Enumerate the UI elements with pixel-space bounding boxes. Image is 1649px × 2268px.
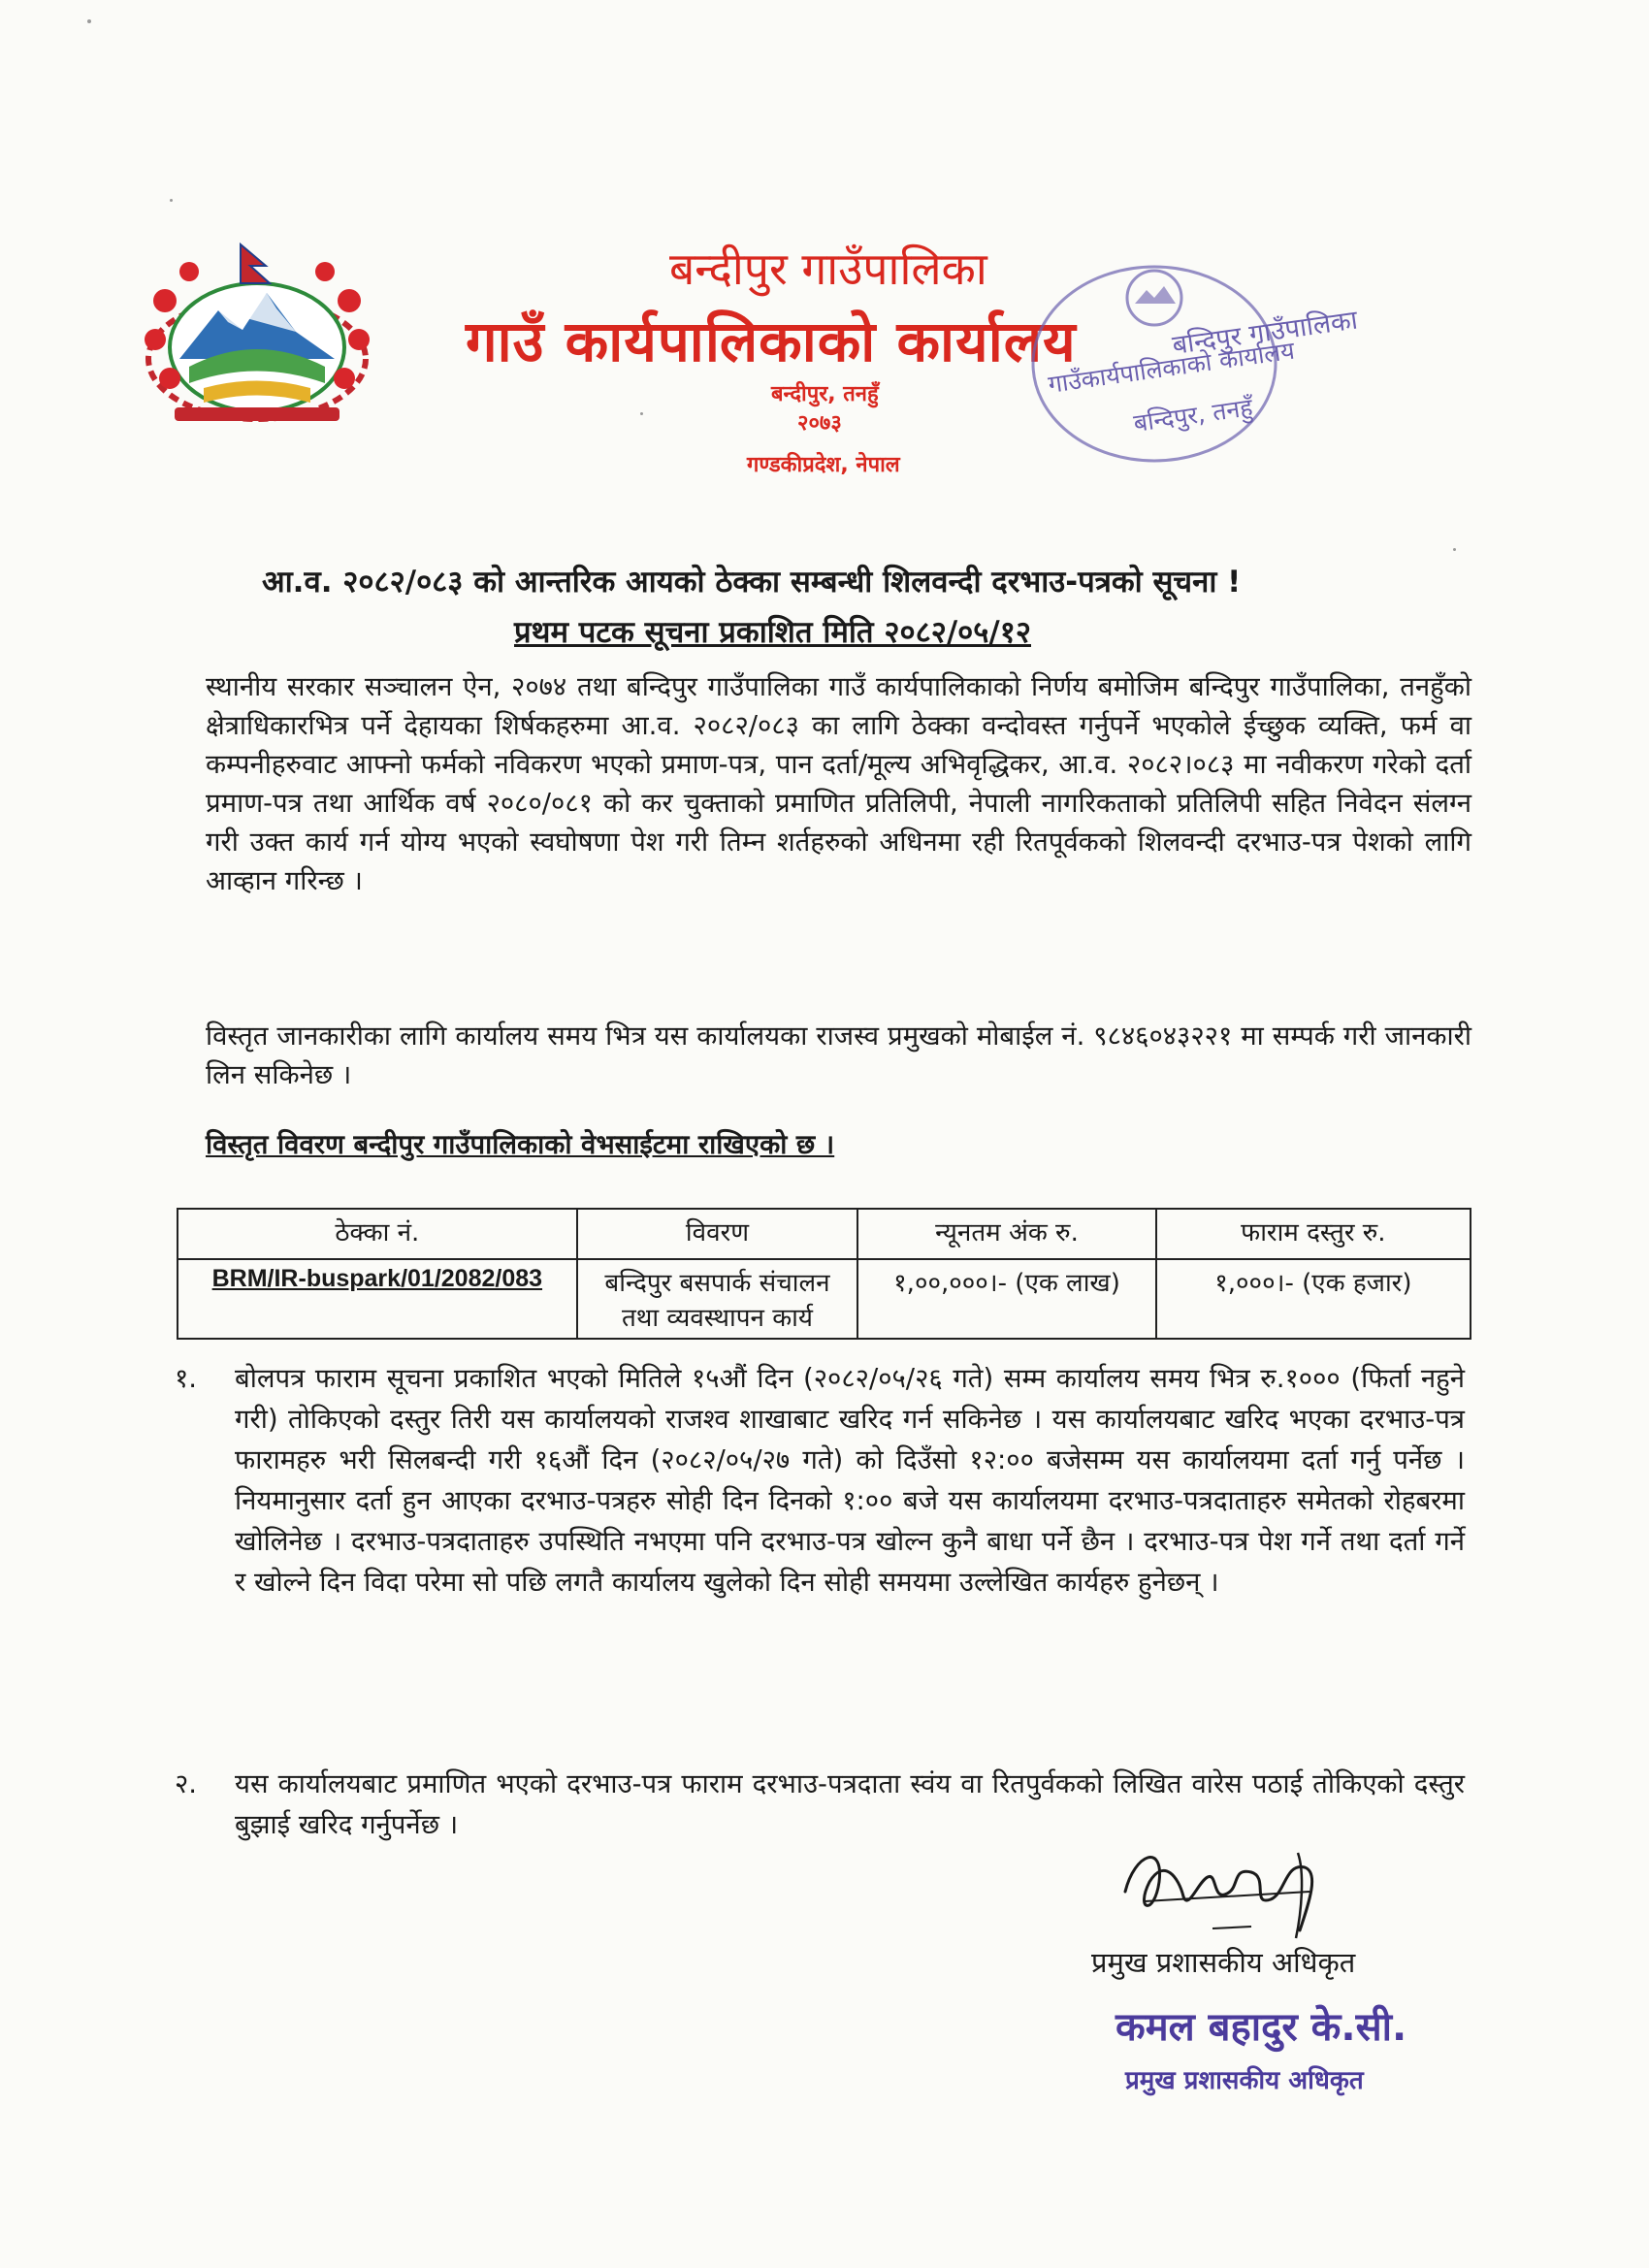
scan-speck [640,412,643,415]
notice-paragraph-main: स्थानीय सरकार सञ्चालन ऐन, २०७४ तथा बन्दिपुर गाउँपालिका गाउँ कार्यपालिकाको निर्णय बमोजिम बन्दिपुर गाउँपालिका, तनहुँको क्षेत्राधिकारभित्र पर्ने देहायका शिर्षकहरुमा आ.व. २०८२/०८३ का लागि ठेक्का वन्दोवस्त गर्नुपर्ने भएकोले ईच्छुक व्यक्ति, फर्म वा कम्पनीहरुवाट आफ्नो फर्मको नविकरण भएको प्रमाण-पत्र, पान दर्ता/मूल्य अभिवृद्धिकर, आ.व. २०८२।०८३ मा नवीकरण गरेको दर्ता प्रमाण-पत्र तथा आर्थिक वर्ष २०८०/०८१ को कर चुक्ताको प्रमाणित प्रतिलिपी, नेपाली नागरिकताको प्रतिलिपी सहित निवेदन संलग्न गरी उक्त कार्य गर्न योग्य भएको स्वघोषणा पेश गरी तिम्न शर्तहरुको अधिनमा रही रितपूर्वकको शिलवन्दी दरभाउ-पत्र पेशको लागि आव्हान गरिन्छ । [206,671,1471,896]
office-name: गाउँ कार्यपालिकाको कार्यालय [466,308,1077,374]
office-address-line1: बन्दीपुर, तनहुँ [771,382,879,406]
municipality-name: बन्दीपुर गाउँपालिका [669,243,987,295]
office-address-year: २०७३ [797,411,842,436]
table-row [178,1259,1471,1339]
description-cell: बन्दिपुर बसपार्क संचालन तथा व्यवस्थापन कार्य [577,1259,858,1339]
notice-title: आ.व. २०८२/०८३ को आन्तरिक आयको ठेक्का सम्बन्धी शिलवन्दी दरभाउ-पत्रको सूचना ! [262,565,1242,599]
column-header-min-amount: न्यूनतम अंक रु. [857,1209,1155,1259]
column-header-description: विवरण [577,1209,858,1259]
signatory-title: प्रमुख प्रशासकीय अधिकृत [1091,1946,1356,1979]
seal-line2: गाउँकार्यपालिकाको कार्यालय [1046,336,1297,399]
notice-subtitle: प्रथम पटक सूचना प्रकाशित मिति २०८२/०५/१२ [514,615,1031,650]
nepal-emblem-icon [136,243,378,427]
condition-number: २. [175,1768,198,1799]
notice-paragraph-contact: विस्तृत जानकारीका लागि कार्यालय समय भित्र यस कार्यालयका राजस्व प्रमुखको मोबाईल नं. ९८४६०४३२२१ मा सम्पर्क गरी जानकारी लिन सकिनेछ । [206,1021,1471,1090]
min-amount-cell: १,००,०००।- (एक लाख) [857,1259,1155,1339]
scan-speck [1453,548,1456,551]
table-header-row [178,1209,1471,1259]
notice-paragraph-website: विस्तृत विवरण बन्दीपुर गाउँपालिकाको वेभसाईटमा राखिएको छ । [206,1129,835,1160]
office-seal-stamp [1028,257,1360,490]
seal-line3: बन्दिपुर, तनहुँ [1131,393,1255,437]
form-fee-cell: १,०००।- (एक हजार) [1156,1259,1471,1339]
condition-item [175,1358,1465,1603]
condition-number: १. [175,1363,198,1394]
office-address-province: गण्डकीप्रदेश, नेपाल [747,453,900,477]
column-header-form-fee: फाराम दस्तुर रु. [1156,1209,1471,1259]
tender-table [177,1208,1471,1340]
scan-speck [87,19,91,23]
signatory-name-stamp: कमल बहादुर के.सी. [1116,2005,1407,2050]
scan-speck [170,199,173,202]
condition-text: बोलपत्र फाराम सूचना प्रकाशित भएको मितिले १५औं दिन (२०८२/०५/२६ गते) सम्म कार्यालय समय भित्र रु.१००० (फिर्ता नहुने गरी) तोकिएको दस्तुर तिरी यस कार्यालयको राजश्व शाखाबाट खरिद गर्न सकिनेछ । यस कार्यालयबाट खरिद भएका दरभाउ-पत्र फारामहरु भरी सिलबन्दी गरी १६औं दिन (२०८२/०५/२७ गते) को दिउँसो १२:०० बजेसम्म यस कार्यालयमा दर्ता गर्नु पर्नेछ । नियमानुसार दर्ता हुन आएका दरभाउ-पत्रहरु सोही दिन दिनको १:०० बजे यस कार्यालयमा दरभाउ-पत्रदाताहरु समेतको रोहबरमा खोलिनेछ । दरभाउ-पत्रदाताहरु उपस्थिति नभएमा पनि दरभाउ-पत्र खोल्न कुनै बाधा पर्ने छैन । दरभाउ-पत्र पेश गर्ने तथा दर्ता गर्ने र खोल्ने दिन विदा परेमा सो पछि लगतै कार्यालय खुलेको दिन सोही समयमा उल्लेखित कार्यहरु हुनेछन् । [235,1363,1465,1598]
tender-no-cell [178,1259,577,1339]
column-header-tender-no: ठेक्का नं. [178,1209,577,1259]
handwritten-signature [1106,1824,1329,1950]
signatory-title-stamp: प्रमुख प्रशासकीय अधिकृत [1125,2066,1364,2095]
seal-line1: बन्दिपुर गाउँपालिका [1170,305,1360,361]
condition-text: यस कार्यालयबाट प्रमाणित भएको दरभाउ-पत्र फाराम दरभाउ-पत्रदाता स्वंय वा रितपुर्वकको लिखित वारेस पठाई तोकिएको दस्तुर बुझाई खरिद गर्नुपर्नेछ । [235,1768,1465,1840]
tender-no-value: BRM/IR-buspark/01/2082/083 [211,1265,543,1292]
